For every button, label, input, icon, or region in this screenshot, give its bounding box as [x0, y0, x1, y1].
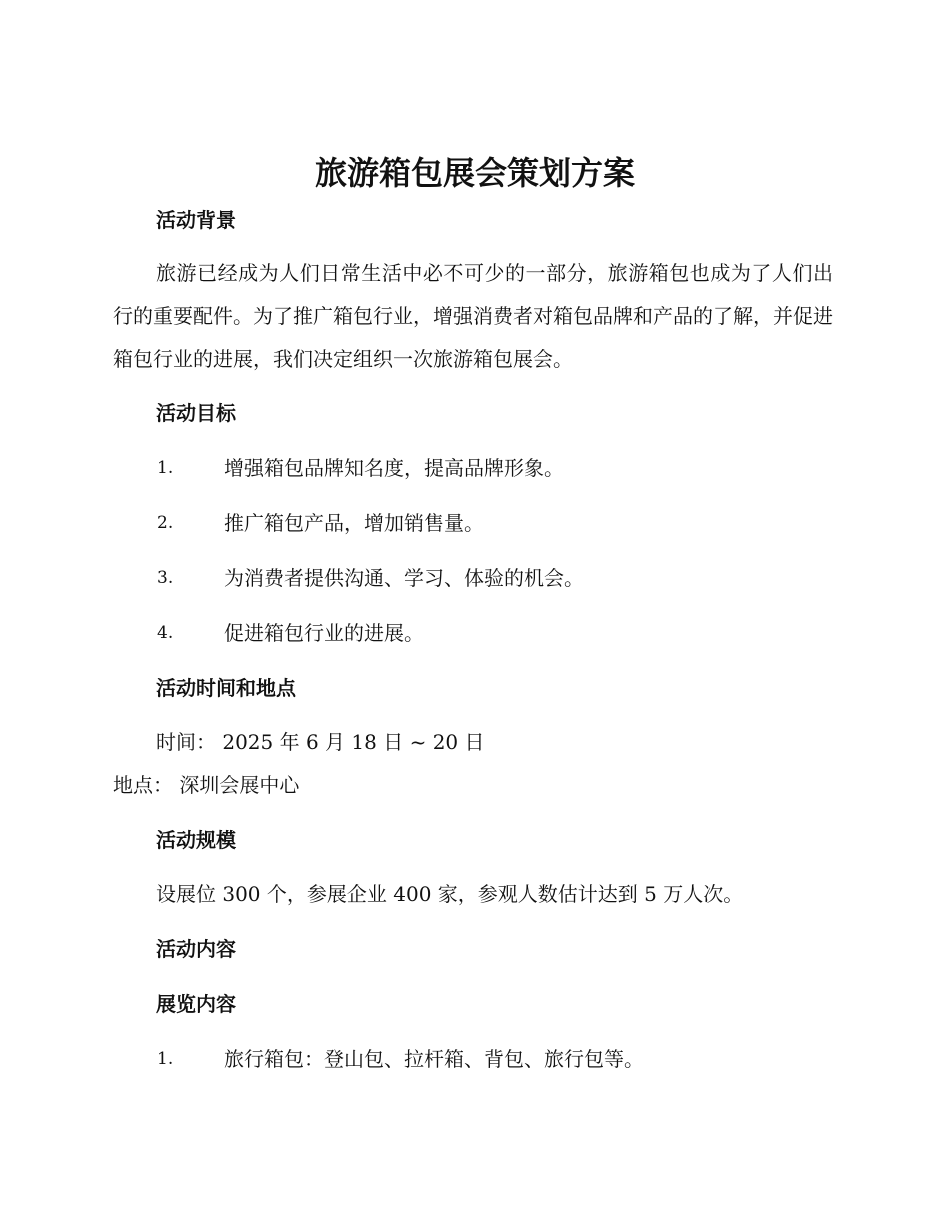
goal-item-1-text: 增强箱包品牌知名度，提高品牌形象。 — [224, 456, 564, 480]
goal-item-3-number: 3. — [157, 568, 174, 588]
heading-exhibits: 展览内容 — [156, 992, 236, 1016]
goal-item-4-text: 促进箱包行业的进展。 — [224, 621, 424, 645]
goal-item-1-number: 1. — [157, 458, 174, 478]
goal-item-4-number: 4. — [157, 623, 174, 643]
heading-time-place: 活动时间和地点 — [156, 676, 296, 700]
heading-content: 活动内容 — [156, 937, 236, 961]
event-time: 时间： 2025 年 6 月 18 日 ~ 20 日 — [156, 730, 485, 754]
document-title: 旅游箱包展会策划方案 — [314, 154, 635, 192]
heading-scale: 活动规模 — [156, 828, 236, 852]
goal-item-3-text: 为消费者提供沟通、学习、体验的机会。 — [224, 566, 584, 590]
goal-item-2-text: 推广箱包产品，增加销售量。 — [224, 511, 484, 535]
paragraph-background: 旅游已经成为人们日常生活中必不可少的一部分，旅游箱包也成为了人们出行的重要配件。为了推广箱包行业，增强消费者对箱包品牌和产品的了解，并促进箱包行业的进展，我们决定组织一次旅游箱包展会。 — [113, 261, 833, 371]
heading-background: 活动背景 — [156, 208, 236, 232]
scale-text: 设展位 300 个，参展企业 400 家，参观人数估计达到 5 万人次。 — [156, 882, 744, 906]
exhibit-item-1-number: 1. — [157, 1049, 174, 1069]
exhibit-item-1-text: 旅行箱包：登山包、拉杆箱、背包、旅行包等。 — [224, 1047, 644, 1071]
goal-item-2-number: 2. — [157, 513, 174, 533]
heading-goals: 活动目标 — [156, 401, 236, 425]
event-place: 地点： 深圳会展中心 — [113, 773, 300, 797]
